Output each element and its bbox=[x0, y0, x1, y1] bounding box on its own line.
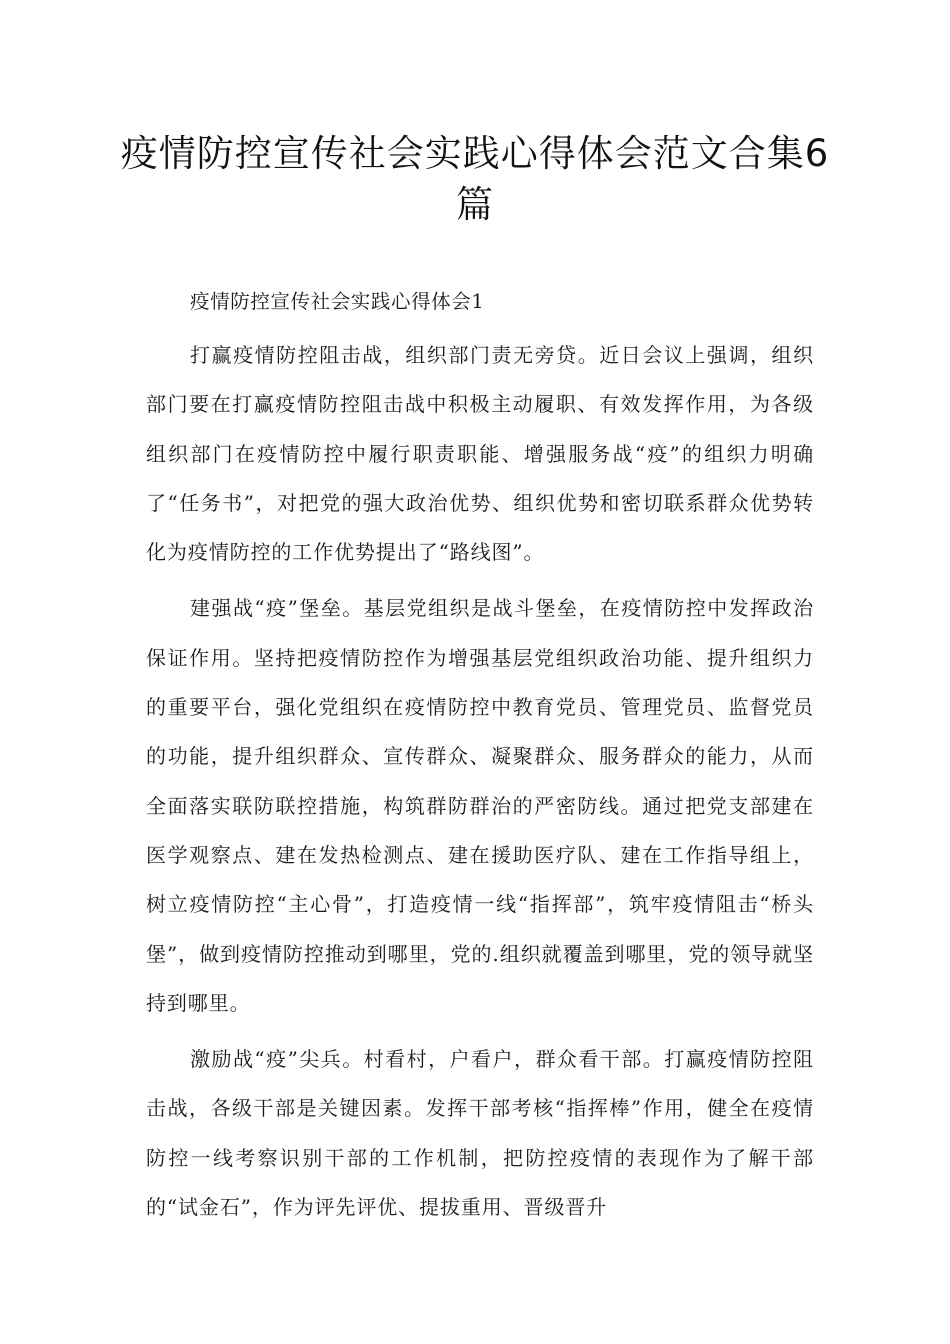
document-title: 疫情防控宣传社会实践心得体会范文合集6篇 bbox=[120, 132, 830, 226]
paragraph-1: 打赢疫情防控阻击战，组织部门责无旁贷。近日会议上强调，组织部门要在打赢疫情防控阻击战中积极主动履职、有效发挥作用，为各级组织部门在疫情防控中履行职责职能、增强服务战“疫”的组织力明确了“任务书”，对把党的强大政治优势、组织优势和密切联系群众优势转化为疫情防控的工作优势提出了“路线图”。 bbox=[146, 343, 814, 565]
paragraph-2: 建强战“疫”堡垒。基层党组织是战斗堡垒，在疫情防控中发挥政治保证作用。坚持把疫情防控作为增强基层党组织政治功能、提升组织力的重要平台，强化党组织在疫情防控中教育党员、管理党员、监督党员的功能，提升组织群众、宣传群众、凝聚群众、服务群众的能力，从而全面落实联防联控措施，构筑群防群治的严密防线。通过把党支部建在医学观察点、建在发热检测点、建在援助医疗队、建在工作指导组上，树立疫情防控“主心骨”，打造疫情一线“指挥部”，筑牢疫情阻击“桥头堡”，做到疫情防控推动到哪里，党的.组织就覆盖到哪里，党的领导就坚持到哪里。 bbox=[146, 596, 814, 1015]
section-heading: 疫情防控宣传社会实践心得体会1 bbox=[190, 290, 485, 313]
paragraph-3: 激励战“疫”尖兵。村看村，户看户，群众看干部。打赢疫情防控阻击战，各级干部是关键因素。发挥干部考核“指挥棒”作用，健全在疫情防控一线考察识别干部的工作机制，把防控疫情的表现作为了解干部的“试金石”，作为评先评优、提拔重用、晋级晋升 bbox=[146, 1047, 814, 1220]
document-body bbox=[146, 280, 814, 1239]
